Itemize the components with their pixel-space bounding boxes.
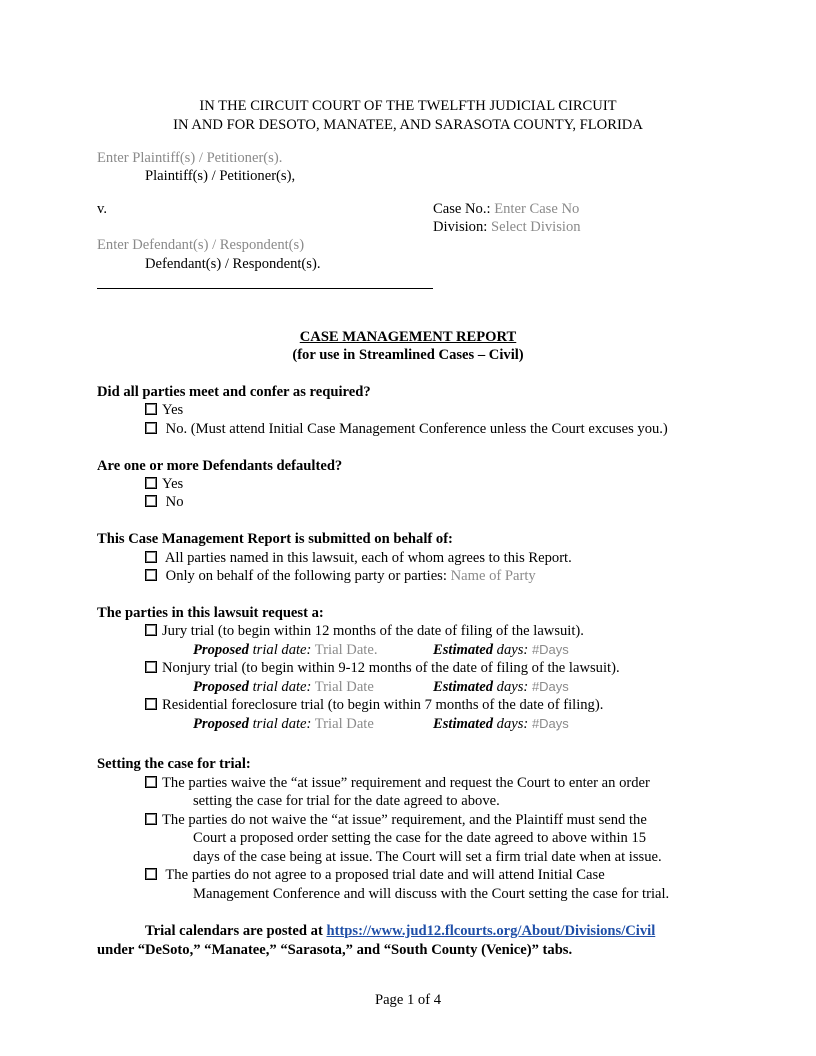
setting-waive-checkbox[interactable] — [145, 776, 157, 788]
court-heading-line1: IN THE CIRCUIT COURT OF THE TWELFTH JUDICIAL CIRCUIT — [199, 98, 617, 114]
jury-trial-option[interactable] — [145, 622, 584, 640]
trial-request-question: The parties in this lawsuit request a: — [97, 605, 324, 621]
foreclosure-days-input[interactable]: #Days — [531, 716, 569, 731]
meet-confer-no-checkbox[interactable] — [145, 422, 157, 434]
plaintiff-label: Plaintiff(s) / Petitioner(s), — [145, 168, 296, 184]
nonjury-trial-details: Proposed trial date: Trial Date — [193, 679, 374, 695]
defendant-label: Defendant(s) / Respondent(s). — [145, 256, 321, 272]
meet-confer-yes-label: Yes — [162, 402, 184, 418]
plaintiff-input[interactable]: Enter Plaintiff(s) / Petitioner(s). — [97, 150, 283, 166]
meet-confer-yes-option[interactable] — [145, 401, 183, 419]
civil-division-link[interactable]: https://www.jud12.flcourts.org/About/Divisions/Civil — [326, 923, 656, 939]
nonjury-estimated-days: Estimated days: #Days — [433, 679, 569, 695]
nonjury-trial-option[interactable] — [145, 659, 620, 677]
calendar-note-tabs: under “DeSoto,” “Manatee,” “Sarasota,” and “South County (Venice)” tabs. — [97, 942, 573, 958]
division-label: Division: — [433, 219, 488, 235]
nonjury-days-input[interactable]: #Days — [531, 679, 569, 694]
jury-trial-details: Proposed trial date: Trial Date. — [193, 642, 378, 658]
report-title: CASE MANAGEMENT REPORT — [299, 329, 517, 345]
jury-trial-date-input[interactable]: Trial Date. — [314, 642, 378, 658]
nonjury-trial-label: Nonjury trial (to begin within 9-12 months of the date of filing of the lawsuit). — [162, 660, 620, 676]
jury-days-input[interactable]: #Days — [531, 642, 569, 657]
setting-trial-question: Setting the case for trial: — [97, 756, 251, 772]
setting-no-agree-label-cont: Management Conference and will discuss with the Court setting the case for trial. — [193, 886, 670, 902]
foreclosure-trial-label: Residential foreclosure trial (to begin within 7 months of the date of filing). — [162, 697, 604, 713]
setting-no-agree-label: The parties do not agree to a proposed trial date and will attend Initial Case — [165, 867, 605, 883]
case-number-row — [433, 200, 579, 218]
setting-option-no-waive[interactable] — [145, 811, 647, 829]
defaulted-question: Are one or more Defendants defaulted? — [97, 458, 343, 474]
setting-no-waive-label-cont1: Court a proposed order setting the case for the date agreed to above within 15 — [193, 830, 647, 846]
behalf-only-label: Only on behalf of the following party or parties: — [165, 568, 447, 584]
case-number-input[interactable]: Enter Case No — [494, 201, 580, 217]
division-row — [433, 218, 581, 236]
setting-no-agree-checkbox[interactable] — [145, 868, 157, 880]
foreclosure-estimated-days: Estimated days: #Days — [433, 716, 569, 732]
behalf-all-option[interactable] — [145, 549, 572, 567]
court-heading-line2: IN AND FOR DESOTO, MANATEE, AND SARASOTA COUNTY, FLORIDA — [173, 117, 643, 133]
defaulted-no-label: No — [165, 494, 184, 510]
report-subtitle: (for use in Streamlined Cases – Civil) — [292, 347, 524, 363]
behalf-all-checkbox[interactable] — [145, 551, 157, 563]
setting-option-no-agree[interactable] — [145, 866, 605, 884]
party-name-input[interactable]: Name of Party — [450, 568, 536, 584]
behalf-all-label: All parties named in this lawsuit, each of whom agrees to this Report. — [164, 550, 572, 566]
meet-confer-question: Did all parties meet and confer as required? — [97, 384, 371, 400]
defendant-input[interactable]: Enter Defendant(s) / Respondent(s) — [97, 237, 305, 253]
behalf-only-checkbox[interactable] — [145, 569, 157, 581]
meet-confer-no-label: No. (Must attend Initial Case Management Conference unless the Court excuses you.) — [165, 421, 668, 437]
meet-confer-yes-checkbox[interactable] — [145, 403, 157, 415]
defaulted-yes-option[interactable] — [145, 475, 183, 493]
defaulted-no-option[interactable] — [145, 493, 184, 511]
defaulted-no-checkbox[interactable] — [145, 495, 157, 507]
defaulted-yes-checkbox[interactable] — [145, 477, 157, 489]
versus-label: v. — [97, 201, 107, 217]
jury-trial-checkbox[interactable] — [145, 624, 157, 636]
foreclosure-trial-checkbox[interactable] — [145, 698, 157, 710]
jury-trial-label: Jury trial (to begin within 12 months of the date of filing of the lawsuit). — [162, 623, 584, 639]
calendar-note-prefix: Trial calendars are posted at — [145, 923, 323, 939]
foreclosure-trial-option[interactable] — [145, 696, 603, 714]
behalf-only-option[interactable] — [145, 567, 536, 585]
setting-option-waive[interactable] — [145, 774, 650, 792]
setting-no-waive-label: The parties do not waive the “at issue” requirement, and the Plaintiff must send the — [162, 812, 647, 828]
nonjury-trial-checkbox[interactable] — [145, 661, 157, 673]
jury-estimated-days: Estimated days: #Days — [433, 642, 569, 658]
calendar-note — [145, 922, 655, 940]
foreclosure-trial-date-input[interactable]: Trial Date — [314, 716, 374, 732]
caption-divider — [97, 288, 433, 289]
setting-waive-label: The parties waive the “at issue” requirement and request the Court to enter an order — [162, 775, 650, 791]
defaulted-yes-label: Yes — [162, 476, 184, 492]
page-number: Page 1 of 4 — [374, 992, 442, 1008]
meet-confer-no-option[interactable] — [145, 420, 668, 438]
setting-no-waive-label-cont2: days of the case being at issue. The Court will set a firm trial date when at issue. — [193, 849, 662, 865]
case-number-label: Case No.: — [433, 201, 491, 217]
setting-waive-label-cont: setting the case for trial for the date agreed to above. — [193, 793, 500, 809]
division-select[interactable]: Select Division — [490, 219, 581, 235]
setting-no-waive-checkbox[interactable] — [145, 813, 157, 825]
behalf-question: This Case Management Report is submitted on behalf of: — [97, 531, 453, 547]
nonjury-trial-date-input[interactable]: Trial Date — [314, 679, 374, 695]
foreclosure-trial-details: Proposed trial date: Trial Date — [193, 716, 374, 732]
